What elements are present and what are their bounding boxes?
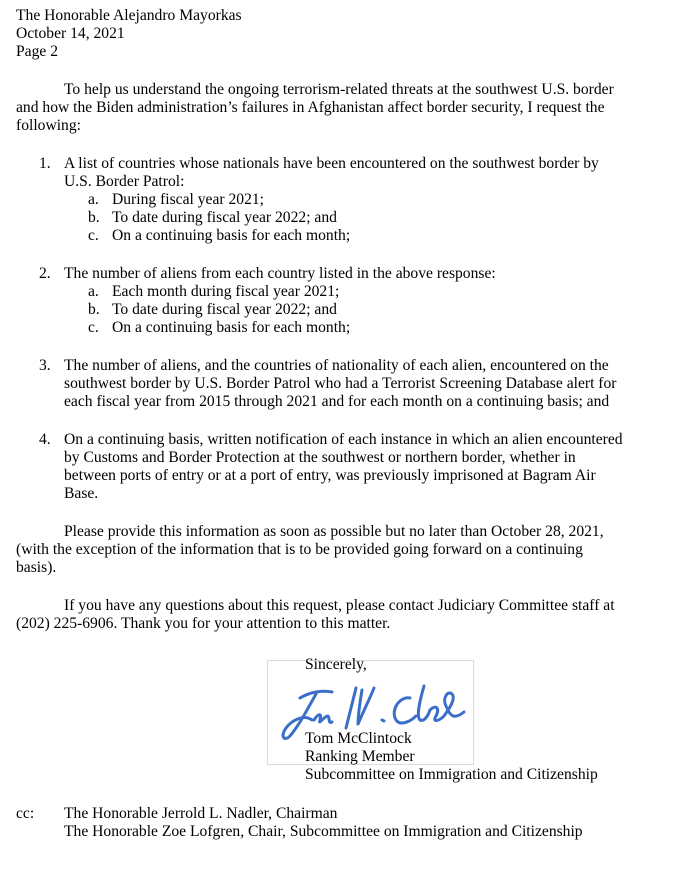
- intro-line: following:: [16, 117, 81, 134]
- request-number: 3.: [39, 357, 51, 374]
- subitem-letter: c.: [88, 227, 99, 244]
- subitem-letter: a.: [88, 191, 99, 208]
- request-line: The number of aliens, and the countries of nationality of each alien, encountered on the: [64, 357, 609, 374]
- request-line: The number of aliens from each country listed in the above response:: [64, 265, 496, 282]
- subitem-text: On a continuing basis for each month;: [112, 227, 351, 244]
- request-line: southwest border by U.S. Border Patrol who had a Terrorist Screening Database alert for: [64, 375, 617, 392]
- request-number: 2.: [39, 265, 51, 282]
- recipient-line: The Honorable Alejandro Mayorkas: [16, 7, 242, 24]
- subitem-text: To date during fiscal year 2022; and: [112, 301, 337, 318]
- subitem-text: On a continuing basis for each month;: [112, 319, 351, 336]
- deadline-line: Please provide this information as soon as possible but no later than October 28, 2021,: [64, 523, 604, 540]
- request-line: On a continuing basis, written notification of each instance in which an alien encountered: [64, 431, 623, 448]
- intro-line: To help us understand the ongoing terrorism-related threats at the southwest U.S. border: [64, 81, 614, 98]
- subitem-text: Each month during fiscal year 2021;: [112, 283, 340, 300]
- signer-committee: Subcommittee on Immigration and Citizenship: [305, 766, 598, 783]
- subitem-text: During fiscal year 2021;: [112, 191, 264, 208]
- request-line: by Customs and Border Protection at the southwest or northern border, whether in: [64, 449, 576, 466]
- subitem-letter: a.: [88, 283, 99, 300]
- deadline-line: basis).: [16, 559, 57, 576]
- subitem-letter: b.: [88, 301, 100, 318]
- deadline-line: (with the exception of the information that is to be provided going forward on a continuing: [16, 541, 583, 558]
- request-number: 1.: [39, 155, 51, 172]
- date-line: October 14, 2021: [16, 25, 125, 42]
- signer-title: Ranking Member: [305, 748, 415, 765]
- request-line: U.S. Border Patrol:: [64, 173, 185, 190]
- request-number: 4.: [39, 431, 51, 448]
- cc-label: cc:: [16, 805, 35, 822]
- subitem-letter: b.: [88, 209, 100, 226]
- request-line: each fiscal year from 2015 through 2021 and for each month on a continuing basis; and: [64, 393, 610, 410]
- request-line: Base.: [64, 485, 99, 502]
- page-number: Page 2: [16, 43, 59, 60]
- salutation: Sincerely,: [305, 656, 367, 673]
- contact-line: If you have any questions about this request, please contact Judiciary Committee staff at: [64, 597, 615, 614]
- contact-line: (202) 225-6906. Thank you for your attention to this matter.: [16, 615, 391, 632]
- cc-recipient: The Honorable Jerrold L. Nadler, Chairman: [64, 805, 338, 822]
- request-line: between ports of entry or at a port of entry, was previously imprisoned at Bagram Air: [64, 467, 596, 484]
- intro-line: and how the Biden administration’s failures in Afghanistan affect border security, I request the: [16, 99, 605, 116]
- subitem-text: To date during fiscal year 2022; and: [112, 209, 337, 226]
- request-line: A list of countries whose nationals have been encountered on the southwest border by: [64, 155, 599, 172]
- cc-recipient: The Honorable Zoe Lofgren, Chair, Subcommittee on Immigration and Citizenship: [64, 823, 583, 840]
- subitem-letter: c.: [88, 319, 99, 336]
- signer-name: Tom McClintock: [305, 730, 412, 747]
